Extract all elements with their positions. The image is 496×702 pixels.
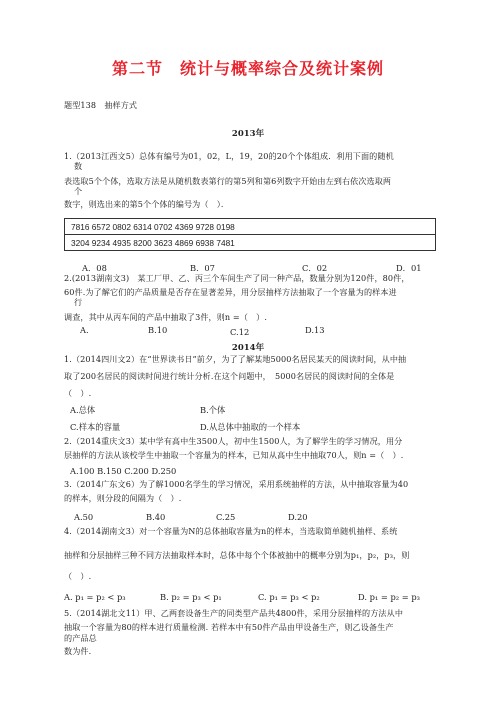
q2-line3: 调查，其中从丙车间的产品中抽取了3件，则n =（ ）. xyxy=(64,312,268,322)
q3-line2: 取了200名居民的阅读时间进行统计分析.在这个问题中， 5000名居民的阅读时间的全体是 xyxy=(64,371,395,381)
q5-option-a: A.50 xyxy=(74,512,94,522)
q3-option-a: A.总体 xyxy=(70,405,96,415)
q7-line1: 5.（2014湖北文11）甲、乙两套设备生产的同类型产品共4800件，采用分层抽样的方法从中 xyxy=(64,608,404,618)
q1-option-a: A．08 xyxy=(82,263,107,273)
section-title: 第二节 统计与概率综合及统计案例 xyxy=(111,59,384,78)
q6-option-d: D. p₁ = p₂ = p₃ xyxy=(358,592,420,602)
q1-line2b: 个 xyxy=(74,186,83,196)
q6-option-c: C. p₁ = p₃ < p₂ xyxy=(258,592,320,602)
q5-option-d: D.20 xyxy=(288,512,308,522)
q5-line2: 的样本，则分段的间隔为（ ）. xyxy=(64,493,182,503)
q5-line1: 3.（2014广东文6）为了解1000名学生的学习情况，采用系统抽样的方法，从中抽取容量为40 xyxy=(64,479,409,489)
q1-line3: 数字，则选出来的第5个个体的编号为（ ）． xyxy=(64,199,230,209)
q4-options: A.100 B.150 C.200 D.250 xyxy=(70,466,177,476)
table-row: 3204 9234 4935 8200 3623 4869 6938 7481 xyxy=(65,235,436,251)
q4-line1: 2.（2014重庆文3）某中学有高中生3500人，初中生1500人，为了解学生的学习情况，用分 xyxy=(64,436,403,446)
q7-line3: 的产品总 xyxy=(64,633,97,643)
q2-option-b: B.10 xyxy=(148,325,168,335)
q6-line3: （ ）. xyxy=(64,571,92,581)
q6-line2: 抽样和分层抽样三种不同方法抽取样本时，总体中每个个体被抽中的概率分别为p₁，p₂，p₃，则 xyxy=(64,550,410,560)
q3-option-b: B.个体 xyxy=(200,405,226,415)
q1-line2: 表选取5个个体，选取方法是从随机数表第行的第5列和第6列数字开始由左到右依次选取两 xyxy=(64,176,392,186)
q4-line2: 层抽样的方法从该校学生中抽取一个容量为的样本，已知从高中生中抽取70人，则n =（ ）. xyxy=(64,450,404,460)
q3-option-d: D.从总体中抽取的一个样本 xyxy=(200,422,301,432)
q1-line1: 1.（2013江西文5）总体有编号为01，02，L，19，20的20个个体组成．利用下面的随机 xyxy=(64,151,394,161)
q1-line1b: 数 xyxy=(74,161,83,171)
random-number-table xyxy=(64,218,436,251)
q3-line3: （ ）. xyxy=(64,388,92,398)
q2-line2: 60件.为了解它们的产品质量是否存在显著差异，用分层抽样方法抽取了一个容量为的样本进 xyxy=(64,287,397,297)
year-heading-2013: 2013年 xyxy=(231,129,265,139)
q3-line1: 1.（2014四川文2）在“世界读书日”前夕，为了了解某地5000名居民某天的阅读时间，从中抽 xyxy=(64,354,407,364)
q1-option-b: B．07 xyxy=(190,263,215,273)
q2-option-c: C.12 xyxy=(230,327,250,337)
q7-line2: 抽取一个容量为80的样本进行质量检测. 若样本中有50件产品由甲设备生产，则乙设备生产 xyxy=(64,622,394,632)
q6-option-a: A. p₁ = p₂ < p₃ xyxy=(64,592,126,602)
q7-line4: 数为件. xyxy=(64,646,92,656)
q1-option-c: C．02 xyxy=(302,263,328,273)
q6-option-b: B. p₂ = p₃ < p₁ xyxy=(160,592,222,602)
year-heading-2014: 2014年 xyxy=(231,343,265,353)
q5-option-b: B.40 xyxy=(146,512,166,522)
table-row: 7816 6572 0802 6314 0702 4369 9728 0198 xyxy=(65,219,436,235)
q5-option-c: C.25 xyxy=(216,512,236,522)
q3-option-c: C.样本的容量 xyxy=(70,422,121,432)
q2-line1: 2.(2013湖南文3) 某工厂甲、乙、丙三个车间生产了同一种产品，数量分别为120件，80件， xyxy=(64,273,410,283)
q2-option-d: D.13 xyxy=(305,325,325,335)
q6-line1: 4.（2014湖南文3）对一个容量为N的总体抽取容量为n的样本，当选取简单随机抽样、系统 xyxy=(64,526,398,536)
q2-option-a: A. xyxy=(80,325,89,335)
topic-heading: 题型138 抽样方式 xyxy=(64,100,138,110)
q2-line2b: 行 xyxy=(74,297,83,307)
q1-option-d: D．01 xyxy=(396,263,422,273)
